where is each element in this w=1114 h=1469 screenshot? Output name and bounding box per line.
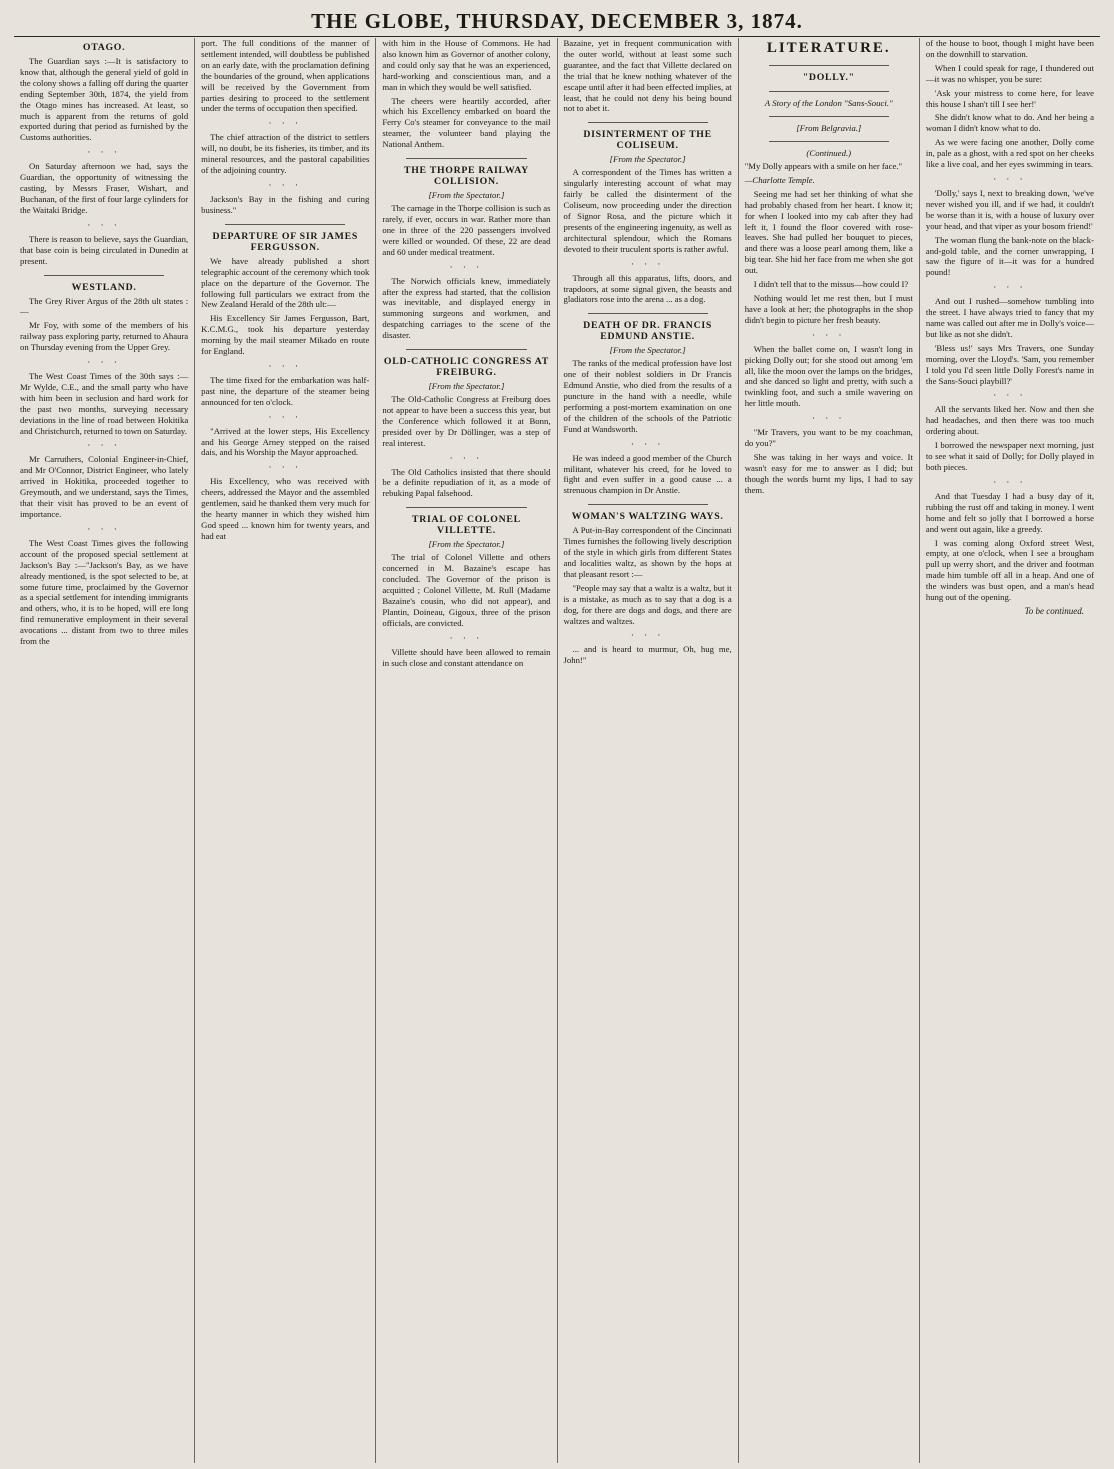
waltzing-paragraph: A Put-in-Bay correspondent of the Cincinnati Times furnishes the following lively description of the style in which girls from different States and localities waltz, as shown by the hops at that pleasant resort :— (563, 525, 732, 579)
anstie-paragraph: He was indeed a good member of the Church militant, whatever his creed, for he loved to fight and even suffer in a good cause ... a strenuous champion in Dr Anstie. (563, 452, 732, 496)
story-paragraph: She didn't know what to do. And her being a woman I didn't know what to do. (925, 112, 1095, 134)
omission-marker: · · · (993, 476, 1027, 487)
section-divider (406, 158, 526, 159)
thorpe-headline: THE THORPE RAILWAY COLLISION. (403, 165, 529, 188)
omission-marker: · · · (993, 390, 1027, 401)
omission-marker: · · · (87, 147, 121, 158)
villette-source: [From the Spectator.] (428, 539, 505, 550)
omission-marker: · · · (268, 360, 302, 371)
story-paragraph: And out I rushed—somehow tumbling into the street. I have always tried to fancy that my name was called out after me in Dolly's voice—but like as not she didn't. (925, 296, 1095, 339)
story-paragraph: I borrowed the newspaper next morning, just to see what it said of Dolly; for Dolly played in both pieces. (925, 440, 1095, 472)
westland-paragraph: Mr Foy, with some of the members of his railway pass exploring party, returned to Ahaura on Thursday evening from the Upper Grey. (20, 320, 189, 353)
masthead-rule (14, 36, 1100, 37)
anstie-headline: DEATH OF DR. FRANCIS EDMUND ANSTIE. (583, 320, 713, 343)
section-divider (44, 275, 164, 276)
fergusson-paragraph: "Arrived at the lower steps, His Excellency and his George Arney stepped on the raised dais, and his Worship the Mayor approached. (201, 425, 370, 458)
waltzing-paragraph: ... and is heard to murmur, Oh, hug me, John!" (563, 644, 732, 666)
omission-marker: · · · (449, 261, 484, 272)
villette-paragraph: Villette should have been allowed to remain in such close and constant attendance on (382, 646, 551, 668)
oldcatholic-headline: OLD-CATHOLIC CONGRESS AT FREIBURG. (383, 356, 549, 379)
story-paragraph: I didn't tell that to the missus—how could I? (753, 279, 909, 290)
continued-paragraph: Jackson's Bay in the fishing and curing business." (201, 193, 370, 215)
westland-paragraph: Mr Carruthers, Colonial Engineer-in-Chief, and Mr O'Connor, District Engineer, who lately arrived in Hokitika, proceeded together to Greymouth, and we understand, says the Times, that their visit has proved to be an event of importance. (20, 454, 189, 519)
story-paragraph: All the servants liked her. Now and then she had headaches, and then there was too much ordering about. (925, 404, 1095, 437)
column-2 (195, 38, 376, 1463)
story-paragraph: As we were facing one another, Dolly come in, pale as a ghost, with a red spot on her cheeks like a live coal, and her eyes swimming in tears. (925, 137, 1095, 170)
story-paragraph: 'Dolly,' says I, next to breaking down, 'we've never wished you ill, and if we had, it couldn't be worse than it is, with a house of luxury over your head, and that viper as your bosom friend!' (925, 187, 1095, 231)
story-paragraph: "Mr Travers, you want to be my coachman, do you?" (744, 427, 913, 449)
story-subtitle: A Story of the London "Sans-Souci." (764, 98, 893, 108)
story-continued: (Continued.) (806, 148, 852, 158)
fergusson-paragraph: His Excellency, who was received with cheers, addressed the Mayor and the assembled gentlemen, said he thanked them very much for the hearty manner in which they wished him God speed ... known him for twenty years, and had eat (201, 476, 370, 541)
omission-marker: · · · (268, 462, 302, 473)
column-6 (920, 38, 1100, 1463)
omission-marker: · · · (87, 523, 121, 534)
continued-paragraph: with him in the House of Commons. He had also known him as Governor of another colony, and could only say that he was an experienced, hard-working and conscientious man, and a man in which they would be well satisfied. (382, 38, 551, 92)
westland-paragraph: The Grey River Argus of the 28th ult states :— (20, 295, 189, 317)
fergusson-paragraph: The time fixed for the embarkation was half-past nine, the departure of the steamer being announced for ten o'clock. (201, 374, 370, 407)
omission-marker: · · · (87, 219, 121, 230)
section-divider (769, 91, 889, 92)
masthead: THE GLOBE, THURSDAY, DECEMBER 3, 1874. (311, 9, 803, 33)
omission-marker: · · · (812, 329, 846, 340)
columns (14, 38, 1100, 1463)
story-paragraph: She was taking in her ways and voice. It wasn't easy for me to answer as I did; but though the words burnt my lips, I had to say them. (744, 451, 913, 495)
fergusson-headline: DEPARTURE OF SIR JAMES FERGUSSON. (212, 230, 358, 253)
omission-marker: · · · (87, 440, 121, 451)
story-paragraph: 'Bless us!' says Mrs Travers, one Sunday morning, over the Lloyd's. 'Sam, you remember I told you I'd seen little Dolly Forest's name in the Sans-Souci playbill?' (925, 342, 1095, 386)
section-divider (769, 141, 889, 142)
story-source: [From Belgravia.] (796, 123, 862, 133)
fergusson-paragraph: We have already published a short telegraphic account of the ceremony which took place on the departure of the Governor. The following full particulars we extract from the New Zealand Herald of the 28th ult:— (201, 255, 370, 310)
section-divider (406, 507, 526, 508)
waltzing-headline: WOMAN'S WALTZING WAYS. (571, 511, 724, 523)
story-paragraph: When I could speak for rage, I thundered out—it was no whisper, you be sure: (925, 62, 1095, 84)
thorpe-paragraph: The carnage in the Thorpe collision is such as rarely, if ever, occurs in war. Rather more than one in three of the 220 passengers involved were killed or wounded. Of these, 22 are dead and 60 under medical treatment. (382, 203, 551, 257)
omission-marker: · · · (812, 413, 846, 424)
villette-headline: TRIAL OF COLONEL VILLETTE. (412, 514, 521, 537)
omission-marker: · · · (449, 632, 484, 643)
continued-paragraph: Bazaine, yet in frequent communication with the outer world, without at least some such guarantee, and the fact that Villette declared on the trial that he knew nothing whatever of the escape until after it had been effected implies, at least, that he could not deny his being bound not to abet it. (563, 38, 732, 114)
villette-paragraph: The trial of Colonel Villette and others concerned in M. Bazaine's escape has concluded. The Governor of the prison is acquitted ; Colonel Villette, M. Rull (Madame Bazaine's cousin, who did not appear), and Plantin, Doineau, Gigoux, three of the prison officials, are convicted. (382, 552, 551, 628)
to-be-continued: To be continued. (1024, 605, 1085, 616)
omission-marker: · · · (449, 452, 484, 463)
column-1 (14, 38, 195, 1463)
section-divider (225, 224, 345, 225)
column-4 (558, 38, 739, 1463)
story-paragraph: Nothing would let me rest then, but I must have a look at her; the photographs in the shop didn't begin to picture her fresh beauty. (744, 292, 913, 325)
section-divider (406, 349, 526, 350)
section-divider (588, 313, 708, 314)
otago-paragraph: On Saturday afternoon we had, says the Guardian, the opportunity of witnessing the casting, by Messrs Fraser, Wishart, and Buchanan, of the first of four large cylinders for the Waitaki Bridge. (20, 161, 189, 215)
section-divider (588, 504, 708, 505)
omission-marker: · · · (87, 357, 121, 368)
story-paragraph: And that Tuesday I had a busy day of it, rubbing the rust off and taking in money. I went home and felt so jolly that I borrowed a horse and went out again, like a greedy. (925, 490, 1095, 534)
continued-paragraph: port. The full conditions of the manner of settlement intended, will doubtless be published on an early date, with the proclamation defining the boundaries of the ground, when applications will be received by the Government from parties desiring to proceed to the settlement under the terms of occupation then specified. (201, 38, 370, 114)
story-title: "DOLLY." (802, 72, 855, 83)
westland-headline: WESTLAND. (71, 281, 137, 293)
section-divider (769, 65, 889, 66)
otago-paragraph: There is reason to believe, says the Guardian, that base coin is being circulated in Dunedin at present. (20, 233, 189, 266)
omission-marker: · · · (268, 118, 302, 129)
coliseum-paragraph: Through all this apparatus, lifts, doors, and trapdoors, at some signal given, the beasts and gladiators rose into the arena ... as a dog. (563, 272, 732, 305)
epigraph: "My Dolly appears with a smile on her face." (744, 161, 903, 171)
column-3 (376, 38, 557, 1463)
section-divider (588, 122, 708, 123)
story-paragraph: The woman flung the bank-note on the black-and-gold table, and the corner unwrapping, I saw the figure of it—it was for a hundred pound! (925, 234, 1095, 278)
oldcatholic-paragraph: The Old-Catholic Congress at Freiburg does not appear to have been a success this year, but the Conference which followed it at Bonn, presided over by Dr Döllinger, was a step of real interest. (382, 394, 551, 448)
omission-marker: · · · (993, 282, 1027, 293)
continued-paragraph: The cheers were heartily accorded, after which his Excellency embarked on board the Ferry Co's steamer for conveyance to the mail steamer, the volunteer band playing the National Anthem. (382, 95, 551, 150)
omission-marker: · · · (630, 630, 665, 641)
coliseum-headline: DISINTERMENT OF THE COLISEUM. (583, 129, 712, 152)
westland-paragraph: The West Coast Times of the 30th says :— Mr Wylde, C.E., and the small party who have with him been in seclusion and hard work for the past two months, surveying necessary deviations in the line of road between Hokitika and Christchurch, returned to town on Saturday. (20, 371, 189, 436)
story-paragraph: 'Ask your mistress to come here, for leave this house I shan't till I see her!' (925, 87, 1095, 109)
continued-paragraph: The chief attraction of the district to settlers will, no doubt, be its fisheries, its timber, and its mineral resources, and the pastoral capabilities of the adjoining country. (201, 132, 370, 176)
story-paragraph: Seeing me had set her thinking of what she had probably chased from her heart. I know it; for when I looked into my cab after they had left it, I found the floor covered with rose-leaves. She had pulled her bouquet to pieces, and there was a loose pearl among them, like a big tear. She hid her face from me when she got out. (744, 188, 913, 276)
section-divider (769, 116, 889, 117)
omission-marker: · · · (268, 179, 302, 190)
waltzing-paragraph: "People may say that a waltz is a waltz, but it is a mistake, as much as to say that a dog is a dog, for there are dogs and dogs, and there are waltzes and waltzes. (563, 582, 732, 626)
omission-marker: · · · (630, 438, 665, 449)
coliseum-paragraph: A correspondent of the Times has written a singularly interesting account of what may fairly be called the disinterment of the Coliseum, now proceeding under the direction of Signor Rosa, and the picture which it presents of the engineering ingenuity, as well as architectural splendour, which the Romans devoted to their truculent sports is rather awful. (563, 167, 732, 254)
thorpe-paragraph: The Norwich officials knew, immediately after the express had started, that the collision was inevitable, and displayed energy in summoning surgeons and workmen, and despatching carriages to the scene of the disaster. (382, 275, 551, 341)
literature-headline: LITERATURE. (766, 40, 891, 56)
story-paragraph: of the house to boot, though I might have been on the downhill to starvation. (925, 38, 1095, 59)
otago-headline: OTAGO. (82, 42, 126, 53)
oldcatholic-source: [From the Spectator.] (428, 381, 505, 392)
thorpe-source: [From the Spectator.] (428, 190, 505, 201)
anstie-source: [From the Spectator.] (609, 345, 686, 356)
story-paragraph: When the ballet come on, I wasn't long in picking Dolly out; for she stood out among 'em all, like the moon over the lamps on the bridges, and she danced so light and pretty, with such a twinkling foot, and such a smile wavering on her little mouth. (744, 343, 913, 409)
omission-marker: · · · (630, 258, 665, 269)
epigraph-author: —Charlotte Temple. (744, 174, 815, 185)
omission-marker: · · · (993, 173, 1027, 184)
otago-paragraph: The Guardian says :—It is satisfactory to know that, although the general yield of gold in the colony shows a falling off during the quarter ending September 30th, 1874, the yield from the Otago mines has increased. At least, so much is apparent from the returns of gold exported during that period as furnished by the Customs authorities. (20, 56, 189, 143)
omission-marker: · · · (268, 411, 302, 422)
westland-paragraph: The West Coast Times gives the following account of the proposed special settlement at Jackson's Bay :—"Jackson's Bay, as we have already mentioned, is the spot selected to be, at some future time, proclaimed by the Governor as a special settlement for intending immigrants and others, who, it is to be hoped, will ere long find remunerative employment in their several avocations ... distant from two to three miles from the (20, 537, 189, 647)
story-paragraph: I was coming along Oxford street West, empty, at one o'clock, when I see a brougham pull up werry short, and the driver and footman made him tumble off all in a heap. And one of the winders was bust open, and a man's head hung out of the opening. (925, 537, 1095, 603)
fergusson-paragraph: His Excellency Sir James Fergusson, Bart, K.C.M.G., took his departure yesterday morning by the mail steamer Mikado en route for England. (201, 313, 370, 357)
column-5 (739, 38, 920, 1463)
oldcatholic-paragraph: The Old Catholics insisted that there should be a definite repudiation of it, as a mode of rebuking Papal falsehood. (382, 466, 551, 499)
coliseum-source: [From the Spectator.] (609, 154, 686, 165)
anstie-paragraph: The ranks of the medical profession have lost one of their noblest soldiers in Dr Francis Edmund Anstie, who died from the results of a puncture in the hand with a needle, while performing a post-mortem examination on one of the children of the schools of the Patriotic Fund at Wandsworth. (563, 358, 732, 434)
